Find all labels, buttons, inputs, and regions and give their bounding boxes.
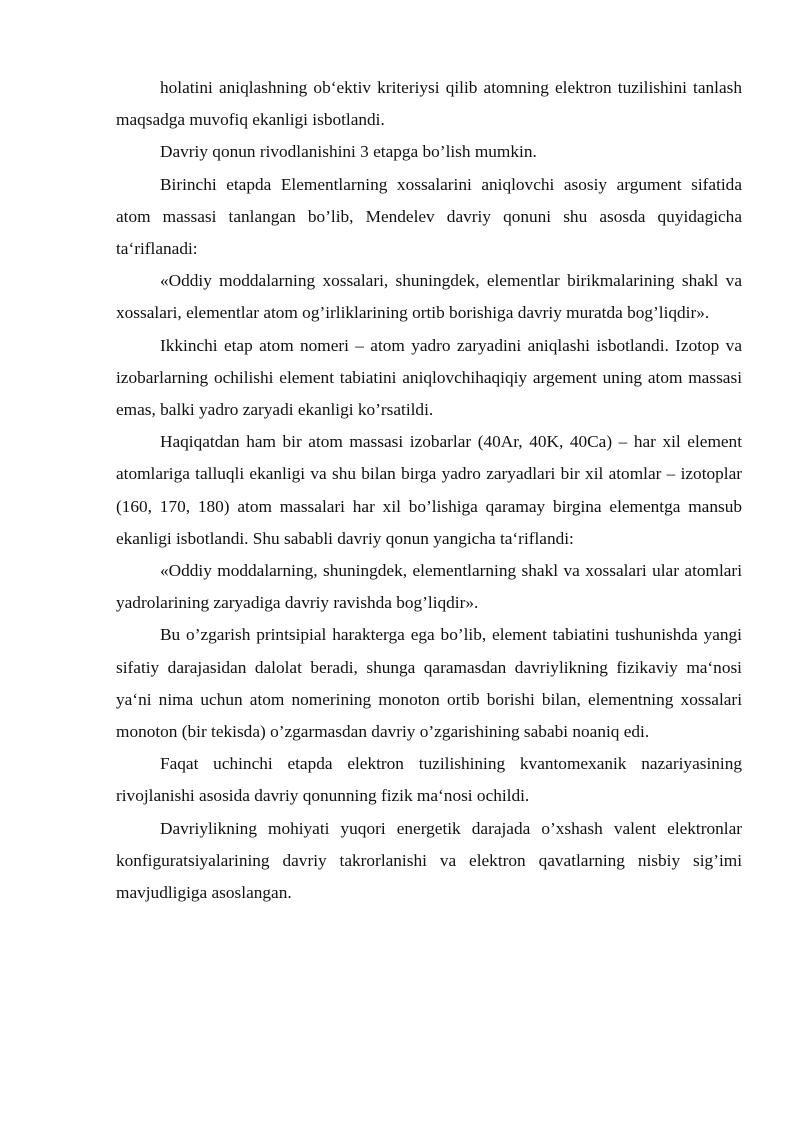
paragraph: Bu o’zgarish printsipial harakterga ega bo’lib, element tabiatini tushunishda yangi sifatiy darajasidan dalolat beradi, shunga qaramasdan davriylikning fizikaviy ma‘nosi ya‘ni nima uchun atom nomerining monoton ortib borishi bilan, elementning xossalari monoton (bir tekisda) o’zgarmasdan davriy o’zgarishining sababi noaniq edi. [116, 625, 742, 742]
quote-paragraph: «Oddiy moddalarning, shuningdek, elementlarning shakl va xossalari ular atomlari yadrolarining zaryadiga davriy ravishda bog’liqdir». [116, 561, 742, 613]
body-text [116, 72, 742, 909]
paragraph: Haqiqatdan ham bir atom massasi izobarlar (40Ar, 40K, 40Ca) – har xil element atomlariga talluqli ekanligi va shu bilan birga yadro zaryadlari bir xil atomlar – izotoplar (160, 170, 180) atom massalari har xil bo’lishiga qaramay birgina elementga mansub ekanligi isbotlandi. Shu sababli davriy qonun yangicha ta‘riflandi: [116, 432, 742, 548]
paragraph: holatini aniqlashning ob‘ektiv kriteriysi qilib atomning elektron tuzilishini tanlash maqsadga muvofiq ekanligi isbotlandi. [116, 78, 742, 130]
paragraph: Davriy qonun rivodlanishini 3 etapga bo’lish mumkin. [160, 142, 537, 162]
quote-paragraph: «Oddiy moddalarning xossalari, shuningdek, elementlar birikmalarining shakl va xossalari, elementlar atom og’irliklarining ortib borishiga davriy muratda bog’liqdir». [116, 271, 742, 323]
paragraph: Ikkinchi etap atom nomeri – atom yadro zaryadini aniqlashi isbotlandi. Izotop va izobarlarning ochilishi element tabiatini aniqlovchihaqiqiy argement uning atom massasi emas, balki yadro zaryadi ekanligi ko’rsatildi. [116, 335, 742, 420]
paragraph: Faqat uchinchi etapda elektron tuzilishining kvantomexanik nazariyasining rivojlanishi asosida davriy qonunning fizik ma‘nosi ochildi. [116, 754, 742, 806]
paragraph: Birinchi etapda Elementlarning xossalarini aniqlovchi asosiy argument sifatida atom massasi tanlangan bo’lib, Mendelev davriy qonuni shu asosda quyidagicha ta‘riflanadi: [116, 174, 742, 259]
paragraph: Davriylikning mohiyati yuqori energetik darajada o’xshash valent elektronlar konfiguratsiyalarining davriy takrorlanishi va elektron qavatlarning nisbiy sig’imi mavjudligiga asoslangan. [116, 818, 742, 903]
